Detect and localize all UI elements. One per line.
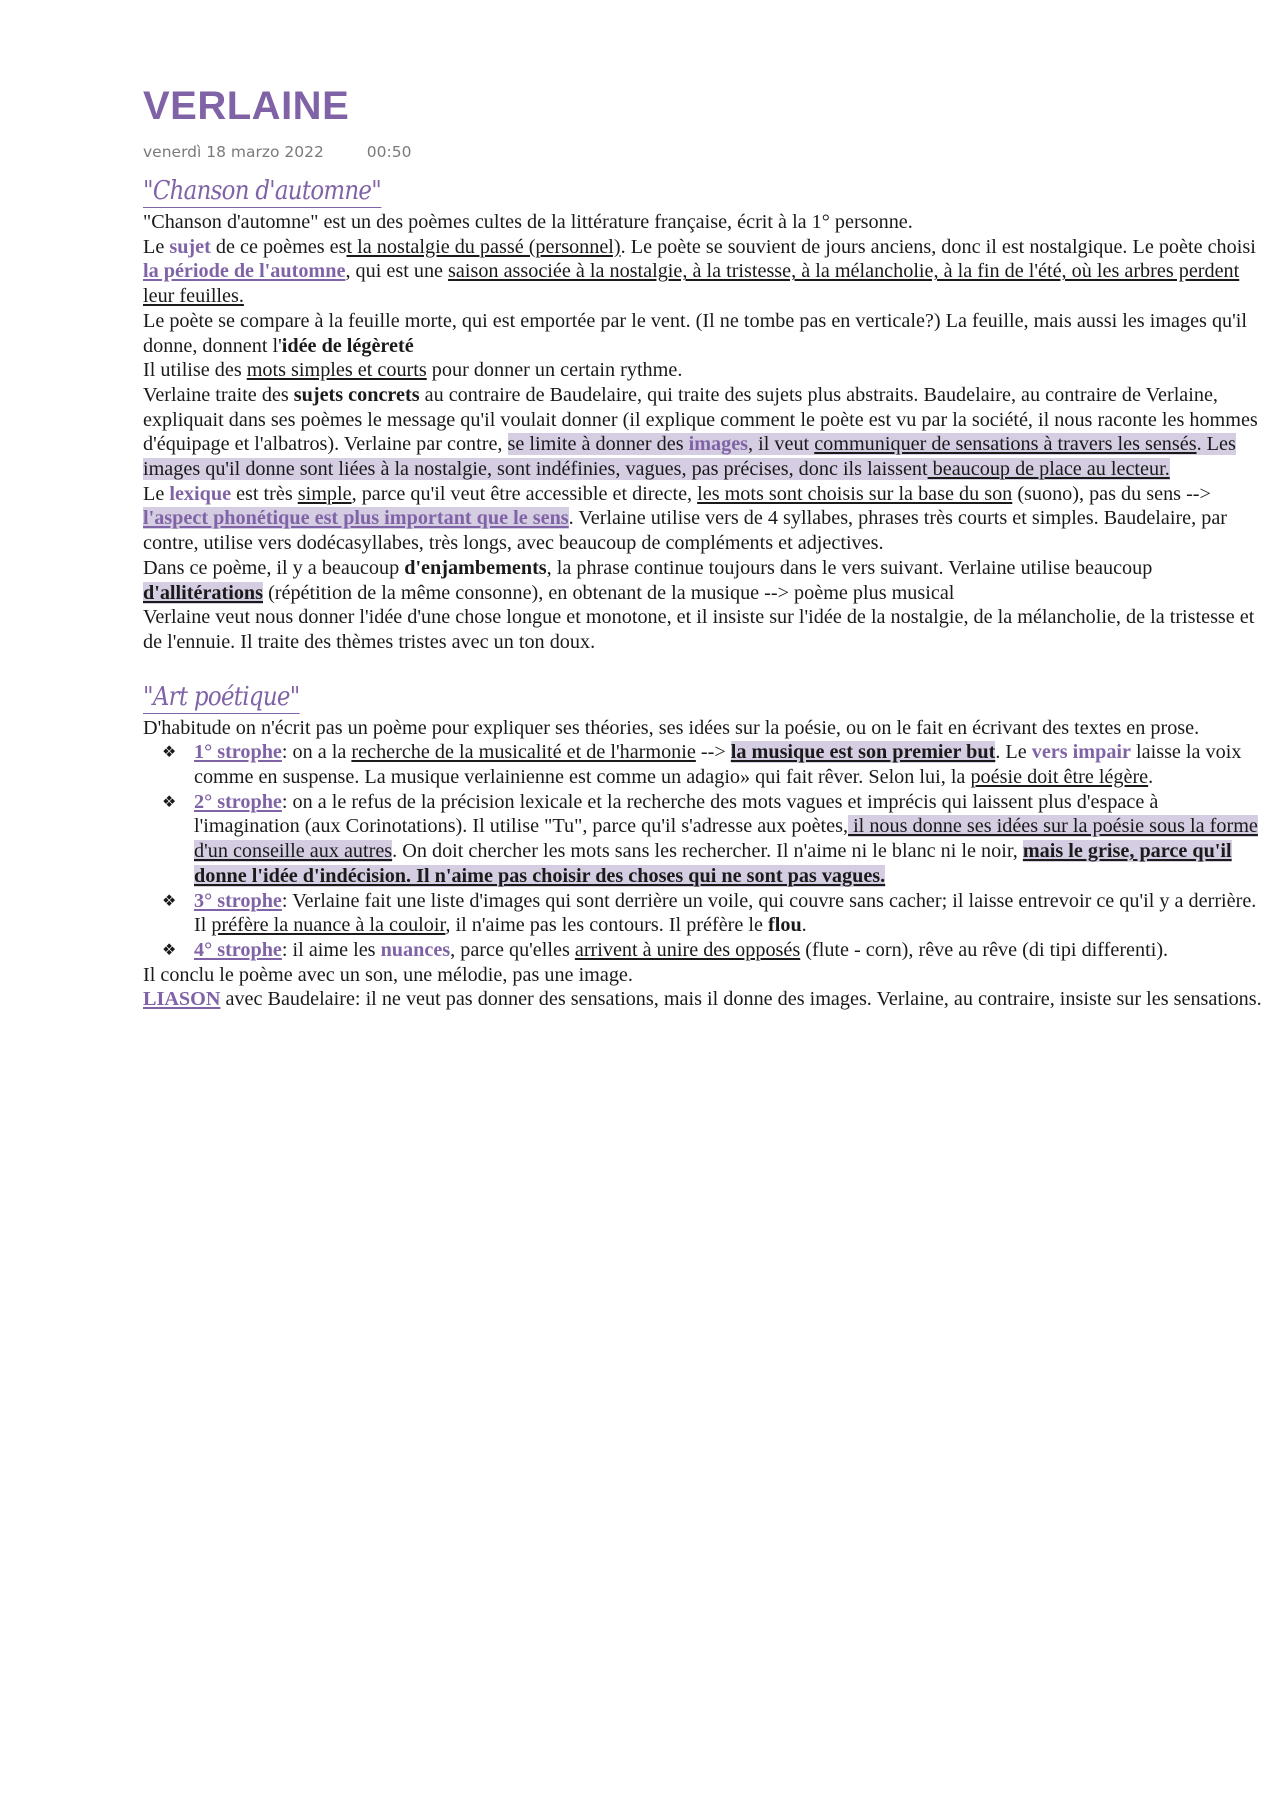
- section-heading: "Art poétique": [143, 681, 300, 712]
- paragraph: [143, 309, 1268, 358]
- note-time: 00:50: [366, 143, 412, 161]
- strophe-item: [194, 889, 1268, 938]
- styled-text: d'enjambements: [404, 556, 547, 579]
- section-body: [143, 210, 1268, 655]
- paragraph: [143, 963, 1268, 988]
- text: D'habitude on n'écrit pas un poème pour expliquer ses théories, ses idées sur la poésie, ou on le fait en écrivant des textes en prose.: [143, 716, 1200, 739]
- page-title: VERLAINE: [143, 84, 350, 128]
- styled-text: 1° strophe: [194, 741, 282, 764]
- text: "Chanson d'automne" est un des poèmes cultes de la littérature française, écrit à la 1° personne.: [143, 211, 913, 233]
- text: .: [1148, 766, 1154, 789]
- styled-text: flou: [768, 914, 802, 937]
- text: Verlaine veut nous donner l'idée d'une chose longue et monotone, et il insiste sur l'idée de la nostalgie, de la mélancholie, de la tristesse et de l'ennuie. Il traite des thèmes tristes avec un ton doux.: [143, 606, 1255, 653]
- paragraph: [143, 716, 1268, 741]
- strophe-item: [194, 790, 1268, 889]
- paragraph: [143, 987, 1268, 1012]
- note-metadata: [143, 141, 1268, 163]
- section-art-poetique: [143, 655, 1268, 1012]
- text: , il n'aime pas les contours. Il préfère le: [445, 914, 769, 937]
- styled-text: t la nostalgie du passé (personnel): [346, 235, 621, 258]
- text: laisse la voix comme en suspense. La musique verlainienne est comme un adagio» qui fait rêver. Selon lui, la: [194, 741, 1242, 789]
- styled-text: les mots sont choisis sur la base du son: [697, 482, 1013, 505]
- text: , qui est une: [345, 260, 449, 283]
- text: pour donner un certain rythme.: [426, 359, 683, 382]
- section-heading: "Chanson d'automne": [143, 176, 382, 206]
- styled-text: beaucoup de place au lecteur.: [927, 458, 1170, 481]
- text: Il conclu le poème avec un son, une mélodie, pas une image.: [143, 963, 633, 986]
- paragraph: [143, 235, 1268, 309]
- styled-text: mots simples et courts: [246, 359, 427, 382]
- text: (flute - corn), rêve au rêve (di tipi differenti).: [800, 938, 1169, 961]
- styled-text: vers impair: [1031, 741, 1131, 764]
- styled-text: communiquer de sensations à travers les sensés: [814, 433, 1197, 456]
- text: Il utilise des: [143, 359, 247, 382]
- styled-text: la musique est son premier but: [730, 741, 996, 764]
- text: avec Baudelaire: il ne veut pas donner des sensations, mais il donne des images. Verlaine, au contraire, insiste sur les sensations.: [220, 988, 1262, 1011]
- styled-text: , il veut: [748, 433, 815, 456]
- strophe-item: [194, 740, 1268, 789]
- paragraph: [143, 383, 1268, 482]
- text: : on a la: [281, 741, 352, 764]
- styled-text: l'aspect phonétique est plus important que le sens: [143, 507, 569, 530]
- styled-text: idée de légèreté: [281, 334, 414, 357]
- styled-text: il nous donne ses idées sur la poésie sous la forme d'un conseille aux autres: [194, 815, 1258, 863]
- styled-text: . Les images qu'il donne sont liées à la nostalgie, sont indéfinies, vagues, pas précises, donc ils laissent: [143, 433, 1236, 481]
- text: Verlaine traite des: [143, 383, 294, 406]
- text: (répétition de la même consonne), en obtenant de la musique --> poème plus musical: [263, 581, 955, 604]
- note-date: venerdì 18 marzo 2022: [143, 143, 324, 161]
- styled-text: LIASON: [143, 988, 221, 1011]
- text: Dans ce poème, il y a beaucoup: [143, 556, 405, 579]
- text: de ce poèmes es: [210, 235, 347, 258]
- text: : on a le refus de la précision lexicale et la recherche des mots vagues et imprécis qui laissent plus d'espace à l'imagination (aux Corinotations). Il utilise "Tu", parce qu'il s'adresse aux poètes,: [194, 790, 1159, 838]
- text: , parce qu'il veut être accessible et directe,: [351, 482, 698, 505]
- text: Le: [143, 235, 170, 258]
- text: . Verlaine utilise vers de 4 syllabes, phrases très courts et simples. Baudelaire, par contre, utilise vers dodécasyllabes, très longs, avec beaucoup de compléments et adjectives.: [143, 507, 1228, 555]
- text: Le poète se compare à la feuille morte, qui est emportée par le vent. (Il ne tombe pas en verticale?) La feuille, mais aussi les images qu'il donne, donnent l': [143, 309, 1247, 357]
- styled-text: sujets concrets: [293, 383, 420, 406]
- styled-text: recherche de la musicalité et de l'harmonie: [351, 741, 696, 764]
- section-body: [143, 963, 1268, 1012]
- text: . Le: [995, 741, 1032, 764]
- styled-text: 3° strophe: [194, 889, 282, 912]
- text: : il aime les: [281, 938, 381, 961]
- styled-text: saison associée à la nostalgie, à la tristesse, à la mélancholie, à la fin de l'été, où les arbres perdent leur feuilles.: [143, 260, 1240, 308]
- styled-text: préfère la nuance à la couloir: [211, 914, 446, 937]
- strophe-list: [143, 740, 1268, 962]
- text: est très: [231, 482, 298, 505]
- styled-text: poésie doit être légère: [970, 766, 1149, 789]
- text: -->: [695, 741, 731, 764]
- text: Le: [143, 482, 170, 505]
- paragraph: [143, 210, 1268, 235]
- text: au contraire de Baudelaire, qui traite des sujets plus abstraits. Baudelaire, au contraire de Verlaine, expliquait dans ses poèmes le message qu'il voulait donner (il explique comment le poète est vu par la société, il nous raconte les hommes d'équipage et l'albatros). Verlaine par contre,: [143, 383, 1258, 456]
- styled-text: 4° strophe: [194, 938, 282, 961]
- styled-text: mais le grise, parce qu'il donne l'idée d'indécision. Il n'aime pas choisir des choses qui ne sont pas vagues.: [194, 840, 1232, 887]
- styled-text: 2° strophe: [194, 790, 282, 813]
- paragraph: [143, 556, 1268, 605]
- styled-text: sujet: [169, 235, 211, 258]
- styled-text: d'allitérations: [143, 581, 264, 604]
- text: , la phrase continue toujours dans le vers suivant. Verlaine utilise beaucoup: [546, 556, 1153, 579]
- text: (suono), pas du sens -->: [1012, 482, 1211, 505]
- styled-text: images: [688, 433, 749, 456]
- text: : Verlaine fait une liste d'images qui sont derrière un voile, qui couvre sans cacher; il laisse entrevoir ce qu'il y a derrière. Il: [194, 889, 1257, 937]
- styled-text: se limite à donner des: [507, 433, 689, 456]
- note-page: [143, 84, 1268, 1012]
- strophe-item: [194, 938, 1268, 963]
- paragraph: [143, 605, 1268, 654]
- styled-text: simple: [297, 482, 352, 505]
- text: . Le poète se souvient de jours anciens, donc il est nostalgique. Le poète choisi: [620, 235, 1256, 258]
- styled-text: arrivent à unire des opposés: [574, 938, 801, 961]
- section-chanson-dautomne: [143, 163, 1268, 655]
- paragraph: [143, 482, 1268, 556]
- text: , parce qu'elles: [450, 938, 575, 961]
- paragraph: [143, 358, 1268, 383]
- text: . On doit chercher les mots sans les rechercher. Il n'aime ni le blanc ni le noir,: [392, 840, 1023, 863]
- styled-text: la période de l'automne: [143, 260, 346, 283]
- styled-text: nuances: [380, 938, 451, 961]
- styled-text: lexique: [169, 482, 232, 505]
- text: .: [801, 914, 807, 937]
